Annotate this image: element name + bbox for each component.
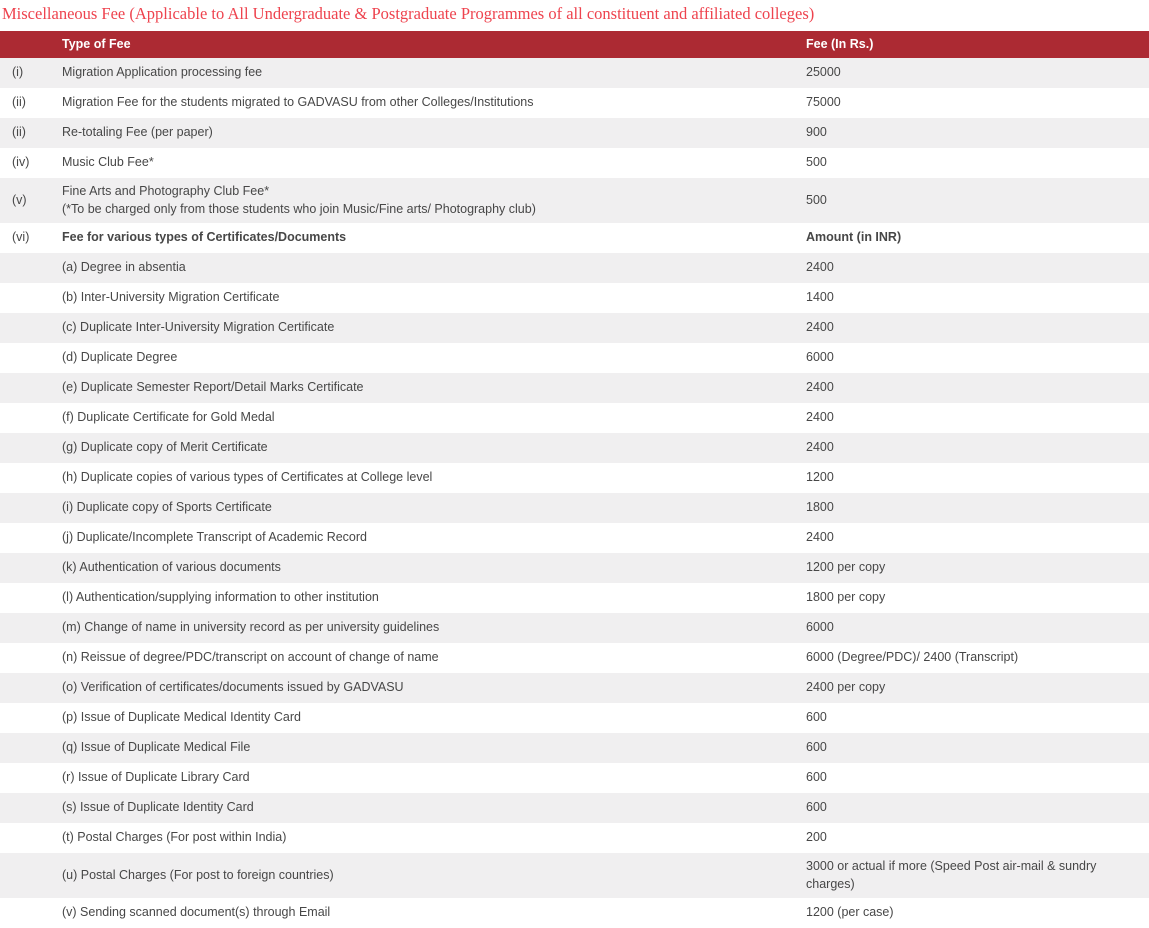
- table-row: [0, 253, 1149, 283]
- table-row: [0, 433, 1149, 463]
- header-fee-in-rs: Fee (In Rs.): [806, 36, 874, 51]
- fee-amount-cell: 25000: [806, 65, 841, 80]
- fee-type-text: Fine Arts and Photography Club Fee*: [62, 184, 270, 199]
- fee-amount-cell: 900: [806, 125, 827, 140]
- header-number-cell: [0, 39, 62, 49]
- fee-amount-cell: 2400: [806, 260, 834, 275]
- table-row: [0, 733, 1149, 763]
- fee-type-text: (d) Duplicate Degree: [62, 350, 178, 365]
- row-number: [0, 563, 62, 573]
- fee-type-text: Migration Application processing fee: [62, 65, 263, 80]
- fee-amount-cell: 600: [806, 710, 827, 725]
- table-row: [0, 313, 1149, 343]
- fee-type-cell: [62, 59, 806, 87]
- table-row: [0, 148, 1149, 178]
- table-row: [0, 703, 1149, 733]
- fee-type-text: (m) Change of name in university record as per university guidelines: [62, 620, 440, 635]
- fee-amount-cell: 500: [806, 192, 827, 207]
- fee-type-cell: [62, 178, 806, 223]
- fee-amount-cell: 2400: [806, 410, 834, 425]
- row-number: [0, 713, 62, 723]
- fee-amount-cell: 1200: [806, 470, 834, 485]
- table-body: [0, 58, 1149, 928]
- row-number: [0, 263, 62, 273]
- row-number: (i): [12, 65, 24, 80]
- table-row: [0, 118, 1149, 148]
- row-number: [0, 593, 62, 603]
- row-number: [0, 683, 62, 693]
- fee-type-text: (t) Postal Charges (For post within India): [62, 830, 287, 845]
- row-number: [0, 383, 62, 393]
- table-row: [0, 823, 1149, 853]
- fee-type-text: (k) Authentication of various documents: [62, 560, 281, 575]
- fee-amount-cell: 2400: [806, 380, 834, 395]
- table-row: [0, 403, 1149, 433]
- row-number: (iv): [12, 155, 30, 170]
- fee-type-cell: [62, 89, 806, 117]
- header-type-of-fee: Type of Fee: [62, 36, 131, 51]
- row-number: (ii): [12, 95, 26, 110]
- fee-type-text: (c) Duplicate Inter-University Migration Certificate: [62, 320, 335, 335]
- fee-type-text: (a) Degree in absentia: [62, 260, 186, 275]
- fee-type-cell: [62, 464, 806, 492]
- table-row: [0, 793, 1149, 823]
- miscellaneous-fee-table: [0, 31, 1149, 928]
- fee-type-text: (b) Inter-University Migration Certificate: [62, 290, 280, 305]
- fee-type-note: (*To be charged only from those students who join Music/Fine arts/ Photography club): [62, 201, 536, 216]
- table-row: [0, 373, 1149, 403]
- fee-type-cell: [62, 434, 806, 462]
- fee-amount-cell: 75000: [806, 95, 841, 110]
- fee-amount-cell: 6000: [806, 620, 834, 635]
- fee-type-cell: [62, 404, 806, 432]
- table-row: [0, 343, 1149, 373]
- fee-amount-cell: 2400: [806, 530, 834, 545]
- fee-type-text: (o) Verification of certificates/documents issued by GADVASU: [62, 680, 404, 695]
- fee-type-cell: [62, 224, 806, 252]
- row-number: [0, 443, 62, 453]
- table-row: [0, 283, 1149, 313]
- fee-amount-cell: Amount (in INR): [806, 230, 902, 245]
- fee-amount-cell: 1400: [806, 290, 834, 305]
- fee-type-text: (l) Authentication/supplying information to other institution: [62, 590, 379, 605]
- fee-amount-cell: 1800: [806, 500, 834, 515]
- fee-type-text: (n) Reissue of degree/PDC/transcript on account of change of name: [62, 650, 439, 665]
- row-number: [0, 293, 62, 303]
- row-number: [0, 473, 62, 483]
- fee-amount-cell: 6000: [806, 350, 834, 365]
- fee-amount-cell: 600: [806, 740, 827, 755]
- fee-type-text: (e) Duplicate Semester Report/Detail Marks Certificate: [62, 380, 364, 395]
- fee-amount-cell: 1200 (per case): [806, 905, 894, 920]
- fee-type-cell: [62, 614, 806, 642]
- fee-amount-cell: 600: [806, 770, 827, 785]
- table-row: [0, 493, 1149, 523]
- fee-type-cell: [62, 344, 806, 372]
- table-row: [0, 178, 1149, 223]
- row-number: (vi): [12, 230, 30, 245]
- fee-type-cell: [62, 374, 806, 402]
- table-row: [0, 853, 1149, 898]
- fee-amount-cell: 2400 per copy: [806, 680, 886, 695]
- fee-type-cell: [62, 584, 806, 612]
- fee-type-text: (j) Duplicate/Incomplete Transcript of Academic Record: [62, 530, 367, 545]
- fee-type-text: (r) Issue of Duplicate Library Card: [62, 770, 250, 785]
- row-number: [0, 503, 62, 513]
- fee-amount-cell: 2400: [806, 320, 834, 335]
- row-number: [0, 353, 62, 363]
- table-row: [0, 88, 1149, 118]
- fee-type-cell: [62, 644, 806, 672]
- table-header-row: [0, 31, 1149, 59]
- fee-type-text: (i) Duplicate copy of Sports Certificate: [62, 500, 272, 515]
- row-number: (ii): [12, 125, 26, 140]
- row-number: [0, 623, 62, 633]
- fee-type-cell: [62, 149, 806, 177]
- table-row: [0, 463, 1149, 493]
- row-number: [0, 833, 62, 843]
- table-row: [0, 58, 1149, 88]
- fee-type-cell: [62, 284, 806, 312]
- fee-type-text: (s) Issue of Duplicate Identity Card: [62, 800, 254, 815]
- row-number: [0, 743, 62, 753]
- fee-amount-cell: 2400: [806, 440, 834, 455]
- fee-type-text: (f) Duplicate Certificate for Gold Medal: [62, 410, 275, 425]
- fee-type-text: Migration Fee for the students migrated to GADVASU from other Colleges/Institutions: [62, 95, 534, 110]
- fee-type-cell: [62, 862, 806, 890]
- fee-type-cell: [62, 524, 806, 552]
- fee-type-cell: [62, 554, 806, 582]
- row-number: [0, 908, 62, 918]
- fee-type-cell: [62, 704, 806, 732]
- row-number: [0, 871, 62, 881]
- fee-type-cell: [62, 254, 806, 282]
- fee-amount-cell: 1200 per copy: [806, 560, 886, 575]
- table-row: [0, 613, 1149, 643]
- fee-amount-cell: 200: [806, 830, 827, 845]
- table-row: [0, 553, 1149, 583]
- fee-amount-cell: 6000 (Degree/PDC)/ 2400 (Transcript): [806, 650, 1019, 665]
- fee-type-text: (g) Duplicate copy of Merit Certificate: [62, 440, 268, 455]
- row-number: (v): [12, 192, 27, 207]
- fee-type-cell: [62, 119, 806, 147]
- row-number: [0, 533, 62, 543]
- fee-type-cell: [62, 674, 806, 702]
- table-row: [0, 898, 1149, 928]
- table-row: [0, 223, 1149, 253]
- table-row: [0, 643, 1149, 673]
- fee-amount-cell: 500: [806, 155, 827, 170]
- fee-type-text: (q) Issue of Duplicate Medical File: [62, 740, 251, 755]
- fee-type-text: Fee for various types of Certificates/Documents: [62, 230, 347, 245]
- row-number: [0, 803, 62, 813]
- fee-type-text: (u) Postal Charges (For post to foreign countries): [62, 867, 334, 882]
- fee-type-cell: [62, 494, 806, 522]
- fee-amount-cell: 600: [806, 800, 827, 815]
- fee-amount-cell: 1800 per copy: [806, 590, 886, 605]
- fee-type-cell: [62, 899, 806, 927]
- table-row: [0, 583, 1149, 613]
- fee-type-text: Re-totaling Fee (per paper): [62, 125, 213, 140]
- row-number: [0, 323, 62, 333]
- page-title: Miscellaneous Fee (Applicable to All Undergraduate & Postgraduate Programmes of all constituent and affiliated colleges): [2, 4, 815, 23]
- fee-type-text: (p) Issue of Duplicate Medical Identity Card: [62, 710, 301, 725]
- fee-type-cell: [62, 734, 806, 762]
- row-number: [0, 773, 62, 783]
- table-row: [0, 763, 1149, 793]
- fee-type-text: (v) Sending scanned document(s) through Email: [62, 905, 331, 920]
- table-row: [0, 523, 1149, 553]
- fee-type-text: Music Club Fee*: [62, 155, 154, 170]
- row-number: [0, 413, 62, 423]
- fee-amount-cell: 3000 or actual if more (Speed Post air-mail & sundry charges): [806, 859, 1097, 891]
- fee-type-cell: [62, 824, 806, 852]
- fee-type-cell: [62, 314, 806, 342]
- row-number: [0, 653, 62, 663]
- fee-type-cell: [62, 764, 806, 792]
- fee-type-text: (h) Duplicate copies of various types of Certificates at College level: [62, 470, 433, 485]
- table-row: [0, 673, 1149, 703]
- fee-type-cell: [62, 794, 806, 822]
